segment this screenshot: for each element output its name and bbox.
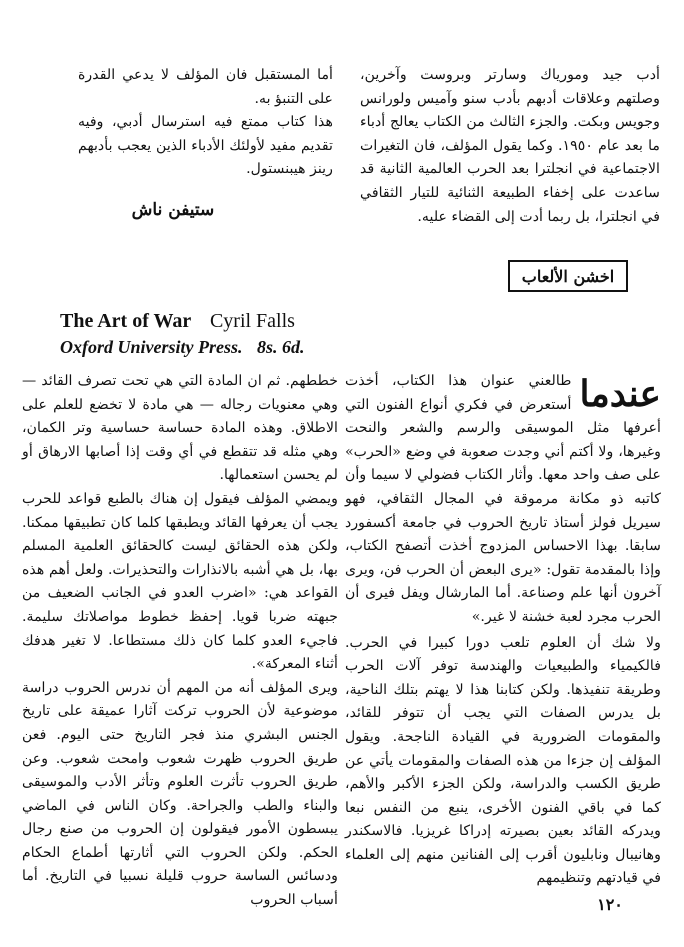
paragraph: هذا كتاب ممتع فيه استرسال أدبي، وفيه تقديم مفيد لأولئك الأدباء الذين يعجب بأدبهم رينز هيبنستول. <box>78 114 333 178</box>
book-title-line <box>60 310 360 333</box>
book-author: Cyril Falls <box>209 310 295 332</box>
reviewer-signature: ستيفن ناش <box>131 200 215 220</box>
review-body-left-column <box>22 370 338 913</box>
book-price: 8s. 6d. <box>257 337 305 357</box>
page-number: ١٢٠ <box>597 895 623 914</box>
section-title-box <box>508 260 628 292</box>
book-title: The Art of War <box>60 310 191 332</box>
paragraph: أما المستقبل فان المؤلف لا يدعي القدرة على التنبؤ به. <box>78 67 333 107</box>
paragraph: ولا شك أن العلوم تلعب دورا كبيرا في الحرب. فالكيمياء والطبيعيات والهندسة توفر آلات الحرب وطريقة تنفيذها. ولكن كتابنا هذا لا يهتم بتلك الناحية، بل يدرس الصفات التي يجب أن تتوفر للقائد، والمقومات الضرورية في القيادة الناجحة. ويقول المؤلف إن جزءا من هذه الصفات والمقومات يأتي عن طريق الكسب والدراسة، ولكن الجزء الأكبر والأهم، كما في باقي الفنون الأخرى، ينبع من النفس نبعا ويدركه القائد بعين بصيرته إدراكا غريزيا. فالاسكندر وهانيبال ونابليون أقرب إلى الفنانين منهم إلى العلماء في قيادتهم وتنظيمهم <box>345 634 661 887</box>
paragraph: ويمضي المؤلف فيقول إن هناك بالطبع قواعد للحرب يجب أن يعرفها القائد ويطبقها كلما كان تطبيقها ممكنا. ولكن هذه الحقائق ليست كالحقائق العلمية المسلم بها، بل هي أشبه بالانذارات والتحذيرات. ولعل أهم هذه القواعد هي: «اضرب العدو في الجانب الضعيف من جبهته ضربا قويا. إحفظ خطوط مواصلاتك سليمة. فاجيء العدو كلما كان ذلك مستطاعا. لا تغير هدفك أثناء المعركة». <box>22 490 338 673</box>
drop-cap-word: عندما <box>579 373 661 415</box>
book-publisher-line <box>60 337 360 358</box>
paragraph: أدب جيد ومورياك وسارتر وبروست وآخرين، وصلتهم وعلاقات أدبهم بأدب سنو وآميس ولورانس وجويس وبكت. والجزء الثالث من الكتاب يعالج أدباء ما بعد عام ١٩٥٠. وكما يقول المؤلف، فان التغيرات الاجتماعية في انجلترا بعد الحرب العالمية الثانية قد ساعدت على إخفاء الطبيعة الثنائية للتيار الثقافي في انجلترا، بل ربما أدت إلى القضاء عليه. <box>360 67 660 225</box>
review-body-right-column <box>345 370 661 891</box>
paragraph: خططهم. ثم ان المادة التي هي تحت تصرف القائد — وهي معنويات رجاله — هي مادة لا تخضع للعلم على الاطلاق. وهذه المادة حساسة حساسية وتر الكمان، وهي مثله قد تتقطع في أي وقت إذا أصابها الارهاق أو لم يحسن استعمالها. <box>22 373 338 484</box>
review-conclusion-column <box>78 64 333 182</box>
review-continuation-column <box>360 64 660 229</box>
section-title: اخشن الألعاب <box>521 266 615 286</box>
paragraph: طالعني عنوان هذا الكتاب، أخذت أستعرض في فكري أنواع الفنون التي أعرفها مثل الموسيقى والرسم والشعر والنحت وغيرها، ولا أكتم أني وجدت صعوبة في وضع «الحرب» على صف واحد معها. وأثار الكتاب فضولي لا سيما وأن كاتبه ذو مكانة مرموقة في المجال الثقافي، فهو سيريل فولز أستاذ تاريخ الحروب في جامعة أكسفورد سابقا. بهذا الاحساس المزدوج أخذت أتصفح الكتاب، وإذا بالمقدمة تقول: «يرى البعض أن الحرب فن، ويرى آخرون أنها علم وصناعة. أما المارشال ويفل فيرى أن الحرب مجرد لعبة خشنة لا غير.» <box>345 373 661 625</box>
book-publisher: Oxford University Press. <box>60 337 243 357</box>
book-heading <box>60 310 360 358</box>
paragraph: ويرى المؤلف أنه من المهم أن ندرس الحروب دراسة موضوعية لأن الحروب تركت آثارا عميقة على تاريخ الجنس البشري منذ فجر التاريخ حتى اليوم. فعن طريق الحروب ظهرت شعوب وامحت شعوب. وعن طريق الحروب تأثرت العلوم وتأثر الأدب والموسيقى والبناء والطب والجراحة. وكان الناس في الماضي يبسطون الأمور فيقولون إن الحروب من صنع رجال الحكم. ولكن الحروب التي أثارتها أطماع الحكام ودسائس الساسة حروب قليلة نسبيا في التاريخ. أما أسباب الحروب <box>22 679 338 909</box>
